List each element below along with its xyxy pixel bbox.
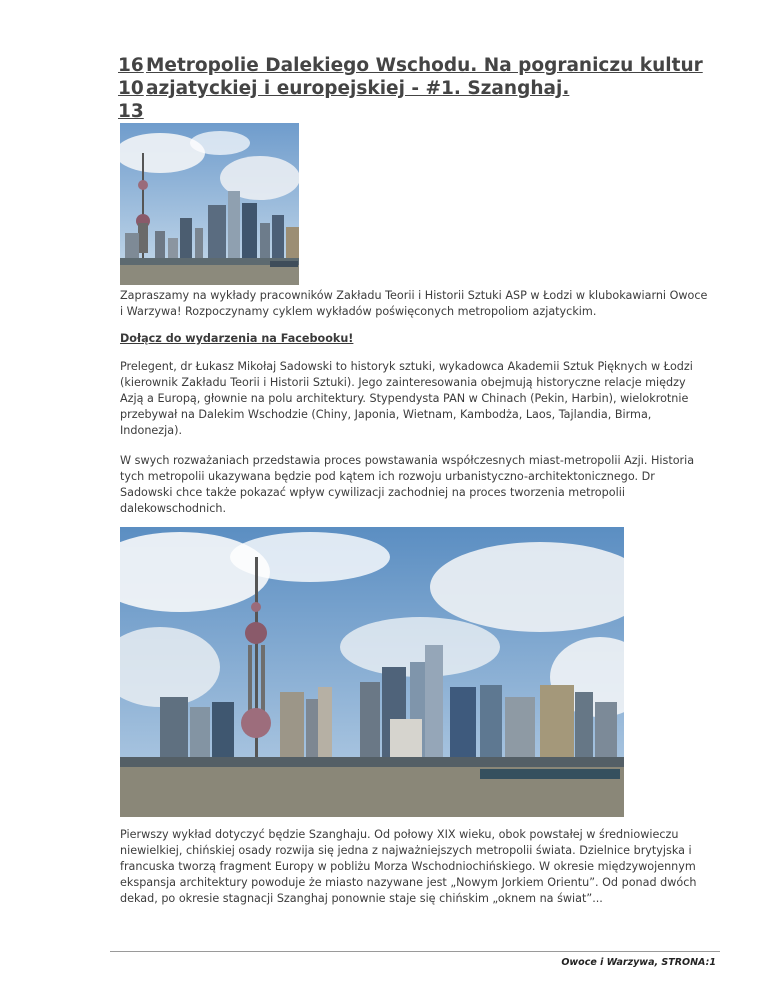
intro-paragraph: Zapraszamy na wykłady pracowników Zakładu Teorii i Historii Sztuki ASP w Łodzi w klubokawiarni Owoce i Warzywa! Rozpoczynamy cyklem wykładów poświęconych metropoliom azjatyckim. — [120, 289, 708, 318]
shanghai-skyline-photo-small — [120, 123, 299, 285]
shanghai-paragraph: Pierwszy wykład dotyczyć będzie Szanghaju. Od połowy XIX wieku, obok powstałej w średniowieczu niewielkiej, chińskiej osady rozwija się jedna z najważniejszych metropolii świata. Dzielnice brytyjska i francuska tworzą fragment Europy w pobliżu Morza Wschodniochińskiego. W okresie międzywojennym ekspansja architektury powoduje że miasto nazywane jest „Nowym Jorkiem Orientu”. Od ponad dwóch dekad, po okresie stagnacji Szanghaj ponownie staje się chińskim „oknem na świat”... — [120, 828, 697, 905]
footer-page-label: Owoce i Warzywa, STRONA:1 — [561, 957, 716, 968]
title-line-1[interactable]: Metropolie Dalekiego Wschodu. Na pograniczu kultur — [146, 55, 703, 76]
facebook-event-link[interactable]: Dołącz do wydarzenia na Facebooku! — [120, 332, 354, 345]
speaker-paragraph: Prelegent, dr Łukasz Mikołaj Sadowski to historyk sztuki, wykadowca Akademii Sztuk Pięknych w Łodzi (kierownik Zakładu Teorii i Historii Sztuki). Jego zainteresowania obejmują historyczne relacje między Azją a Europą, głownie na polu architektury. Stypendysta PAN w Chinach (Pekin, Harbin), wielokrotnie przebywał na Dalekim Wschodzie (Chiny, Japonia, Wietnam, Kambodża, Laos, Tajlandia, Birma, Indonezja). — [120, 360, 693, 437]
title-line-2[interactable]: azjatyckiej i europejskiej - #1. Szanghaj. — [146, 78, 570, 99]
date-month: 10 — [118, 78, 144, 99]
date-day: 16 — [118, 55, 144, 76]
footer-divider — [110, 951, 720, 952]
date-year: 13 — [118, 101, 144, 122]
lecture-paragraph: W swych rozważaniach przedstawia proces powstawania współczesnych miast-metropolii Azji. Historia tych metropolii ukazywana będzie pod kątem ich rozwoju urbanistyczno-architektonicznego. Dr Sadowski chce także pokazać wpływ cywilizacji zachodniej na proces tworzenia metropolii dalekowschodnich. — [120, 454, 695, 515]
shanghai-skyline-photo-large — [120, 527, 624, 817]
post-title[interactable] — [118, 54, 718, 123]
